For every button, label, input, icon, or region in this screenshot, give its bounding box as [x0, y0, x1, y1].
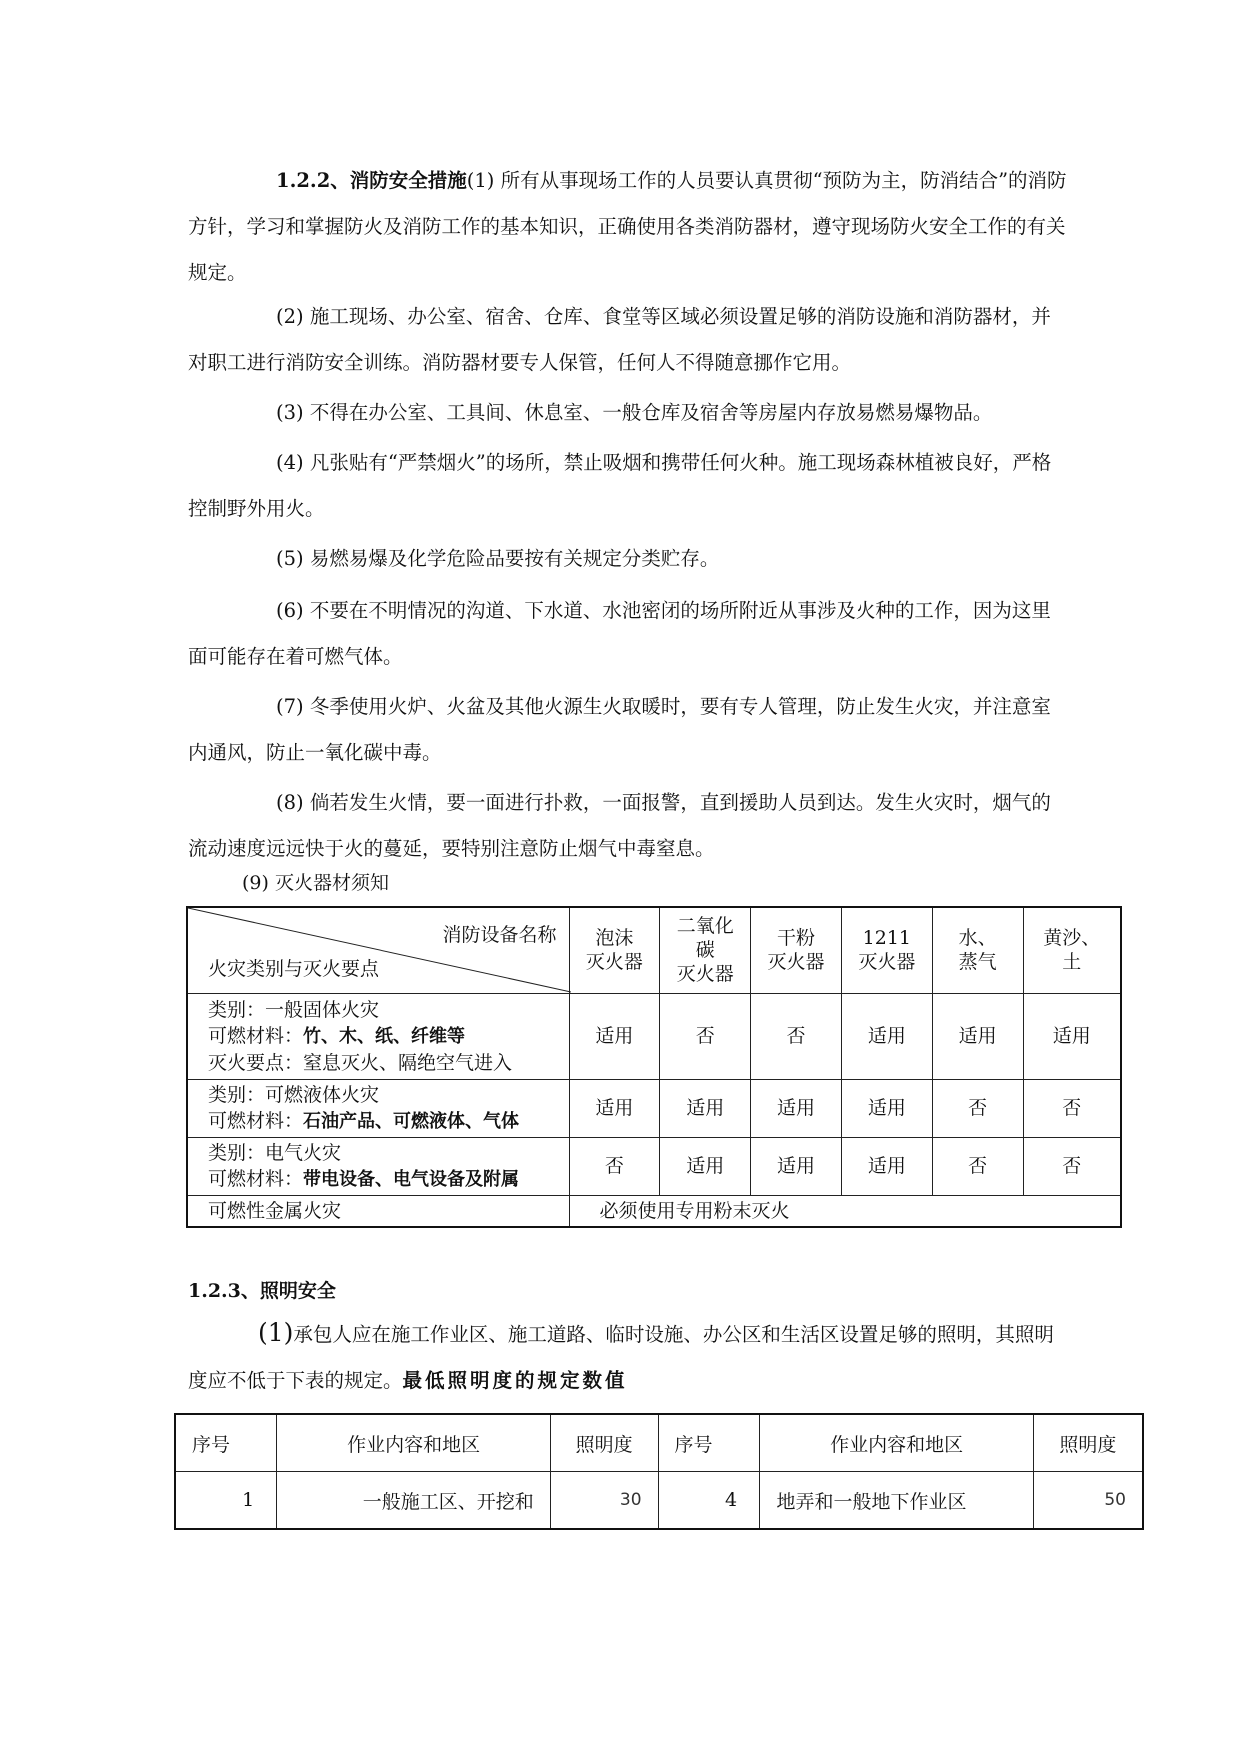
paragraph-2: (2) 施工现场、办公室、宿舍、仓库、食堂等区域必须设置足够的消防设施和消防器材，并对职工进行消防安全训练。消防器材要专人保管，任何人不得随意挪作它用。	[188, 305, 1051, 374]
lighting-paragraph: (1)承包人应在施工作业区、施工道路、临时设施、办公区和生活区设置足够的照明，其照明度应不低于下表的规定。最低照明度的规定数值	[188, 1318, 1054, 1392]
table-cell: 适用	[932, 993, 1023, 1079]
table-cell: 50	[1033, 1472, 1143, 1530]
header-cell: 序号	[175, 1414, 277, 1472]
paragraph-4: (4) 凡张贴有“严禁烟火”的场所，禁止吸烟和携带任何火种。施工现场森林植被良好，严格控制野外用火。	[188, 451, 1052, 520]
paragraph-7: (7) 冬季使用火炉、火盆及其他火源生火取暖时，要有专人管理，防止发生火灾，并注意室内通风，防止一氧化碳中毒。	[188, 695, 1051, 764]
table-cell: 否	[932, 1137, 1023, 1195]
header-cell: 干粉 灭火器	[751, 907, 842, 993]
table-cell: 适用	[751, 1137, 842, 1195]
table-cell: 地弄和一般地下作业区	[760, 1472, 1033, 1530]
table-cell: 30	[550, 1472, 658, 1530]
header-cell: 照明度	[1033, 1414, 1143, 1472]
table-cell: 否	[660, 993, 751, 1079]
table-row	[187, 1079, 1121, 1137]
paragraph-9: (9) 灭火器材须知	[242, 872, 389, 894]
table-cell: 适用	[751, 1079, 842, 1137]
table-cell: 否	[1023, 1137, 1121, 1195]
header-cell: 作业内容和地区	[277, 1414, 550, 1472]
table-cell: 适用	[660, 1137, 751, 1195]
paragraph-3: (3) 不得在办公室、工具间、休息室、一般仓库及宿舍等房屋内存放易燃易爆物品。	[276, 401, 993, 424]
table-cell: 适用	[841, 1137, 932, 1195]
fire-category-cell: 类别：一般固体火灾 可燃材料：竹、木、纸、纤维等 灭火要点：窒息灭火、隔绝空气进入	[187, 993, 569, 1079]
table-cell: 适用	[660, 1079, 751, 1137]
table-row	[187, 993, 1121, 1079]
section-heading-1-2-3: 1.2.3、照明安全	[188, 1280, 336, 1302]
lighting-table	[174, 1413, 1144, 1530]
header-cell: 序号	[658, 1414, 760, 1472]
table-row	[187, 1137, 1121, 1195]
table-cell: 适用	[841, 993, 932, 1079]
fire-category-cell: 可燃性金属火灾	[187, 1195, 569, 1227]
section-heading-1-2-2: 1.2.2、消防安全措施	[276, 169, 467, 192]
fire-category-cell: 类别：电气火灾 可燃材料：带电设备、电气设备及附属	[187, 1137, 569, 1195]
table-cell: 必须使用专用粉末灭火	[569, 1195, 1121, 1227]
table-cell: 否	[751, 993, 842, 1079]
header-cell: 黄沙、 土	[1023, 907, 1121, 993]
fire-table-header-row	[187, 907, 1121, 993]
paragraph-5: (5) 易燃易爆及化学危险品要按有关规定分类贮存。	[276, 547, 720, 570]
corner-header-cell: 消防设备名称 火灾类别与灭火要点	[187, 907, 569, 993]
table-row	[175, 1472, 1143, 1530]
header-cell: 水、 蒸气	[932, 907, 1023, 993]
table-cell: 否	[1023, 1079, 1121, 1137]
table-cell: 否	[932, 1079, 1023, 1137]
header-cell: 照明度	[550, 1414, 658, 1472]
lux-table-header-row	[175, 1414, 1143, 1472]
table-cell: 1	[175, 1472, 277, 1530]
paragraph-6: (6) 不要在不明情况的沟道、下水道、水池密闭的场所附近从事涉及火种的工作，因为这里面可能存在着可燃气体。	[188, 599, 1051, 668]
paragraph-8: (8) 倘若发生火情，要一面进行扑救，一面报警，直到援助人员到达。发生火灾时，烟气的流动速度远远快于火的蔓延，要特别注意防止烟气中毒窒息。	[188, 791, 1051, 860]
fire-category-cell: 类别：可燃液体火灾 可燃材料：石油产品、可燃液体、气体	[187, 1079, 569, 1137]
table-cell: 一般施工区、开挖和	[277, 1472, 550, 1530]
table-cell: 适用	[569, 993, 660, 1079]
header-cell: 二氧化 碳 灭火器	[660, 907, 751, 993]
table-cell: 适用	[841, 1079, 932, 1137]
table-cell: 4	[658, 1472, 760, 1530]
table-cell: 适用	[569, 1079, 660, 1137]
header-cell: 1211 灭火器	[841, 907, 932, 993]
paragraph-1: 1.2.2、消防安全措施(1) 所有从事现场工作的人员要认真贯彻“预防为主，防消结合”的消防方针，学习和掌握防火及消防工作的基本知识，正确使用各类消防器材，遵守现场防火安全工作的有关规定。	[188, 169, 1067, 284]
header-cell: 泡沫 灭火器	[569, 907, 660, 993]
table-cell: 适用	[1023, 993, 1121, 1079]
fire-extinguisher-table	[186, 906, 1122, 1228]
table-row	[187, 1195, 1121, 1227]
header-cell: 作业内容和地区	[760, 1414, 1033, 1472]
table-cell: 否	[569, 1137, 660, 1195]
